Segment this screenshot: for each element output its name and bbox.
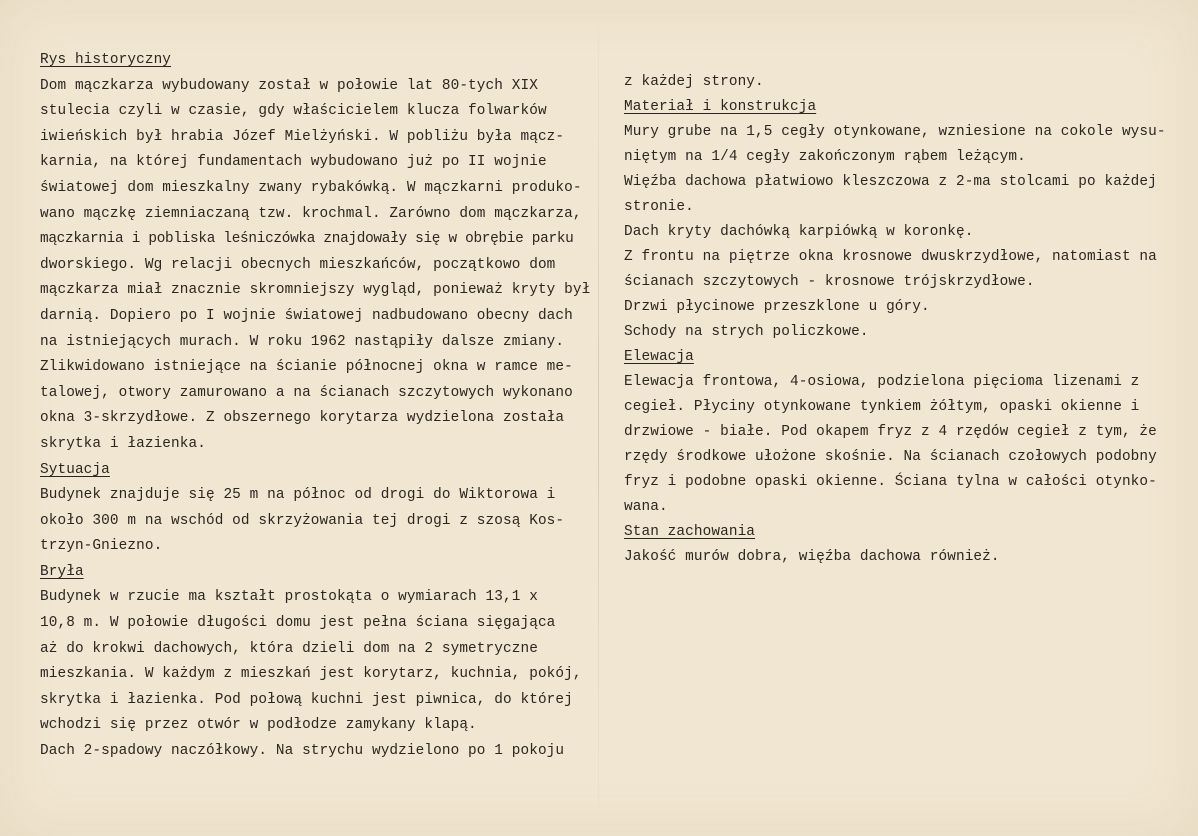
left-section-heading: Bryła xyxy=(40,563,84,580)
right-text-line: cegieł. Płyciny otynkowane tynkiem żółtym, opaski okienne i xyxy=(624,399,1140,415)
right-text-line: fryz i podobne opaski okienne. Ściana tylna w całości otynko- xyxy=(624,474,1157,490)
left-text-line: mieszkania. W każdym z mieszkań jest korytarz, kuchnia, pokój, xyxy=(40,666,582,683)
left-text-line: skrytka i łazienka. Pod połową kuchni jest piwnica, do której xyxy=(40,691,573,708)
right-text-line: stronie. xyxy=(624,199,694,215)
left-section-heading: Rys historyczny xyxy=(40,52,172,68)
left-text-line: światowej dom mieszkalny zwany rybakówką. W mączkarni produko- xyxy=(40,179,582,196)
right-text-line: niętym na 1/4 cegły zakończonym rąbem leżącym. xyxy=(624,149,1026,165)
right-text-line: drzwiowe - białe. Pod okapem fryz z 4 rzędów cegieł z tym, że xyxy=(624,424,1157,440)
left-text-line: karnia, na której fundamentach wybudowano już po II wojnie xyxy=(40,154,547,171)
right-section-heading: Materiał i konstrukcja xyxy=(624,99,817,115)
left-text-line: mączkarza miał znacznie skromniejszy wygląd, ponieważ kryty był xyxy=(40,282,591,299)
right-text-line: Schody na strych policzkowe. xyxy=(624,324,869,340)
right-text-line: Elewacja frontowa, 4-osiowa, podzielona pięcioma lizenami z xyxy=(624,374,1140,390)
left-text-line: stulecia czyli w czasie, gdy właścicielem klucza folwarków xyxy=(40,103,547,120)
left-text-line: 10,8 m. W połowie długości domu jest pełna ściana sięgająca xyxy=(40,615,556,632)
right-text-line: Mury grube na 1,5 cegły otynkowane, wzniesione na cokole wysu- xyxy=(624,124,1166,140)
left-text-line: Dach 2-spadowy naczółkowy. Na strychu wydzielono po 1 pokoju xyxy=(40,743,565,760)
right-section-heading: Elewacja xyxy=(624,349,694,365)
left-text-line: talowej, otwory zamurowano a na ścianach szczytowych wykonano xyxy=(40,384,573,401)
right-text-line: wana. xyxy=(624,499,668,515)
left-section-heading: Sytuacja xyxy=(40,461,110,478)
left-text-line: dworskiego. Wg relacji obecnych mieszkańców, początkowo dom xyxy=(40,256,556,273)
right-column xyxy=(624,70,1164,570)
left-text-line: na istniejących murach. W roku 1962 nastąpiły dalsze zmiany. xyxy=(40,333,565,350)
right-section-heading: Stan zachowania xyxy=(624,524,756,540)
left-text-line: skrytka i łazienka. xyxy=(40,435,206,452)
right-text-line: ścianach szczytowych - krosnowe trójskrzydłowe. xyxy=(624,274,1035,290)
left-text-line: Budynek w rzucie ma kształt prostokąta o wymiarach 13,1 x xyxy=(40,589,538,606)
right-text-line: rzędy środkowe ułożone skośnie. Na ścianach czołowych podobny xyxy=(624,449,1157,465)
right-text-line: Drzwi płycinowe przeszklone u góry. xyxy=(624,299,930,315)
right-text-line: Więźba dachowa płatwiowo kleszczowa z 2-ma stolcami po każdej xyxy=(624,174,1157,190)
left-text-line: mączkarnia i pobliska leśniczówka znajdowały się w obrębie parku xyxy=(40,231,574,248)
left-text-line: Zlikwidowano istniejące na ścianie północnej okna w ramce me- xyxy=(40,359,573,376)
left-text-line: Budynek znajduje się 25 m na północ od drogi do Wiktorowa i xyxy=(40,487,556,504)
left-text-line: trzyn-Gniezno. xyxy=(40,538,163,555)
left-text-line: Dom mączkarza wybudowany został w połowie lat 80-tych XIX xyxy=(40,77,538,94)
left-text-line: wano mączkę ziemniaczaną tzw. krochmal. Zarówno dom mączkarza, xyxy=(40,205,582,222)
right-text-line: z każdej strony. xyxy=(624,74,764,90)
left-text-line: wchodzi się przez otwór w podłodze zamykany klapą. xyxy=(40,717,477,734)
left-text-line: około 300 m na wschód od skrzyżowania tej drogi z szosą Kos- xyxy=(40,512,565,529)
left-text-line: aż do krokwi dachowych, która dzieli dom na 2 symetryczne xyxy=(40,640,538,657)
right-text-line: Jakość murów dobra, więźba dachowa również. xyxy=(624,549,1000,565)
right-text-line: Z frontu na piętrze okna krosnowe dwuskrzydłowe, natomiast na xyxy=(624,249,1157,265)
left-column xyxy=(40,48,612,765)
left-text-line: iwieńskich był hrabia Józef Mielżyński. W pobliżu była mącz- xyxy=(40,128,565,145)
right-text-line: Dach kryty dachówką karpiówką w koronkę. xyxy=(624,224,974,240)
left-text-line: okna 3-skrzydłowe. Z obszernego korytarza wydzielona została xyxy=(40,410,565,427)
left-text-line: darnią. Dopiero po I wojnie światowej nadbudowano obecny dach xyxy=(40,307,573,324)
